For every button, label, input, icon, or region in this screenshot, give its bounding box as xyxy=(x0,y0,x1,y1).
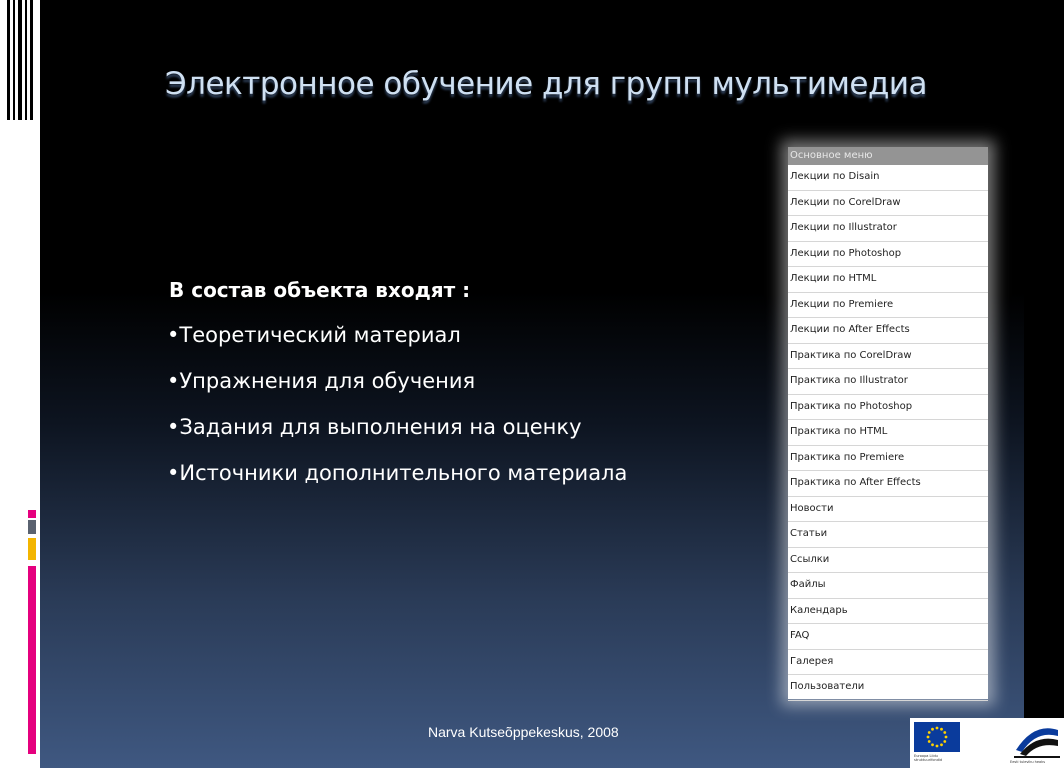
estonia-caption: Eesti tuleviku heaks xyxy=(1010,760,1046,764)
menu-item[interactable]: Новости xyxy=(788,497,988,523)
sponsor-logos xyxy=(910,718,1064,768)
bullet-item: •Упражнения для обучения xyxy=(167,369,476,393)
slide xyxy=(40,0,1046,768)
menu-item[interactable]: Лекции по Disain xyxy=(788,165,988,191)
eu-star xyxy=(931,743,934,746)
eu-star xyxy=(943,740,946,743)
bullet-list xyxy=(167,322,767,486)
eu-caption: Euroopa Liidu struktuurifondid xyxy=(914,754,943,762)
eu-star xyxy=(943,731,946,734)
menu-item[interactable]: Лекции по Premiere xyxy=(788,293,988,319)
menu-item[interactable]: Галерея xyxy=(788,650,988,676)
eu-star xyxy=(931,728,934,731)
menu-item[interactable]: Лекции по CorelDraw xyxy=(788,191,988,217)
eu-star xyxy=(936,745,939,748)
bullet-item: •Задания для выполнения на оценку xyxy=(167,415,582,439)
menu-header: Основное меню xyxy=(788,147,988,165)
footer-text: Narva Kutseõppekeskus, 2008 xyxy=(428,724,619,740)
eu-star xyxy=(928,740,931,743)
eu-star xyxy=(940,743,943,746)
bullet-item: •Теоретический материал xyxy=(167,323,461,347)
menu-item[interactable]: Практика по HTML xyxy=(788,420,988,446)
menu-item[interactable]: Практика по After Effects xyxy=(788,471,988,497)
menu-item[interactable]: Лекции по HTML xyxy=(788,267,988,293)
slide-title: Электронное обучение для групп мультимедиа xyxy=(165,66,928,102)
estonia-logo-icon xyxy=(1014,720,1060,760)
menu-item[interactable]: FAQ xyxy=(788,624,988,650)
main-menu-screenshot xyxy=(788,147,988,699)
menu-item[interactable]: Практика по Premiere xyxy=(788,446,988,472)
menu-item[interactable]: Лекции по After Effects xyxy=(788,318,988,344)
menu-item[interactable]: Календарь xyxy=(788,599,988,625)
left-decor-strip xyxy=(0,0,40,768)
menu-item[interactable]: Пользователи xyxy=(788,675,988,701)
eu-star xyxy=(945,736,948,739)
eu-star xyxy=(940,728,943,731)
eu-star xyxy=(936,727,939,730)
accent-pink-top xyxy=(28,510,36,518)
menu-item[interactable]: Лекции по Photoshop xyxy=(788,242,988,268)
menu-item[interactable]: Файлы xyxy=(788,573,988,599)
menu-item[interactable]: Статьи xyxy=(788,522,988,548)
accent-pink-long xyxy=(28,566,36,754)
decor-lines xyxy=(3,0,37,120)
menu-item[interactable]: Практика по CorelDraw xyxy=(788,344,988,370)
menu-item[interactable]: Ссылки xyxy=(788,548,988,574)
menu-item[interactable]: Практика по Photoshop xyxy=(788,395,988,421)
content-heading: В состав объекта входят : xyxy=(169,278,471,302)
menu-item[interactable]: Лекции по Illustrator xyxy=(788,216,988,242)
menu-item[interactable]: Практика по Illustrator xyxy=(788,369,988,395)
bullet-item: •Источники дополнительного материала xyxy=(167,461,628,485)
accent-gray xyxy=(28,520,36,534)
content-block xyxy=(167,278,767,506)
eu-star xyxy=(928,731,931,734)
accent-yellow xyxy=(28,538,36,560)
eu-star xyxy=(927,736,930,739)
eu-flag-icon xyxy=(914,722,960,752)
